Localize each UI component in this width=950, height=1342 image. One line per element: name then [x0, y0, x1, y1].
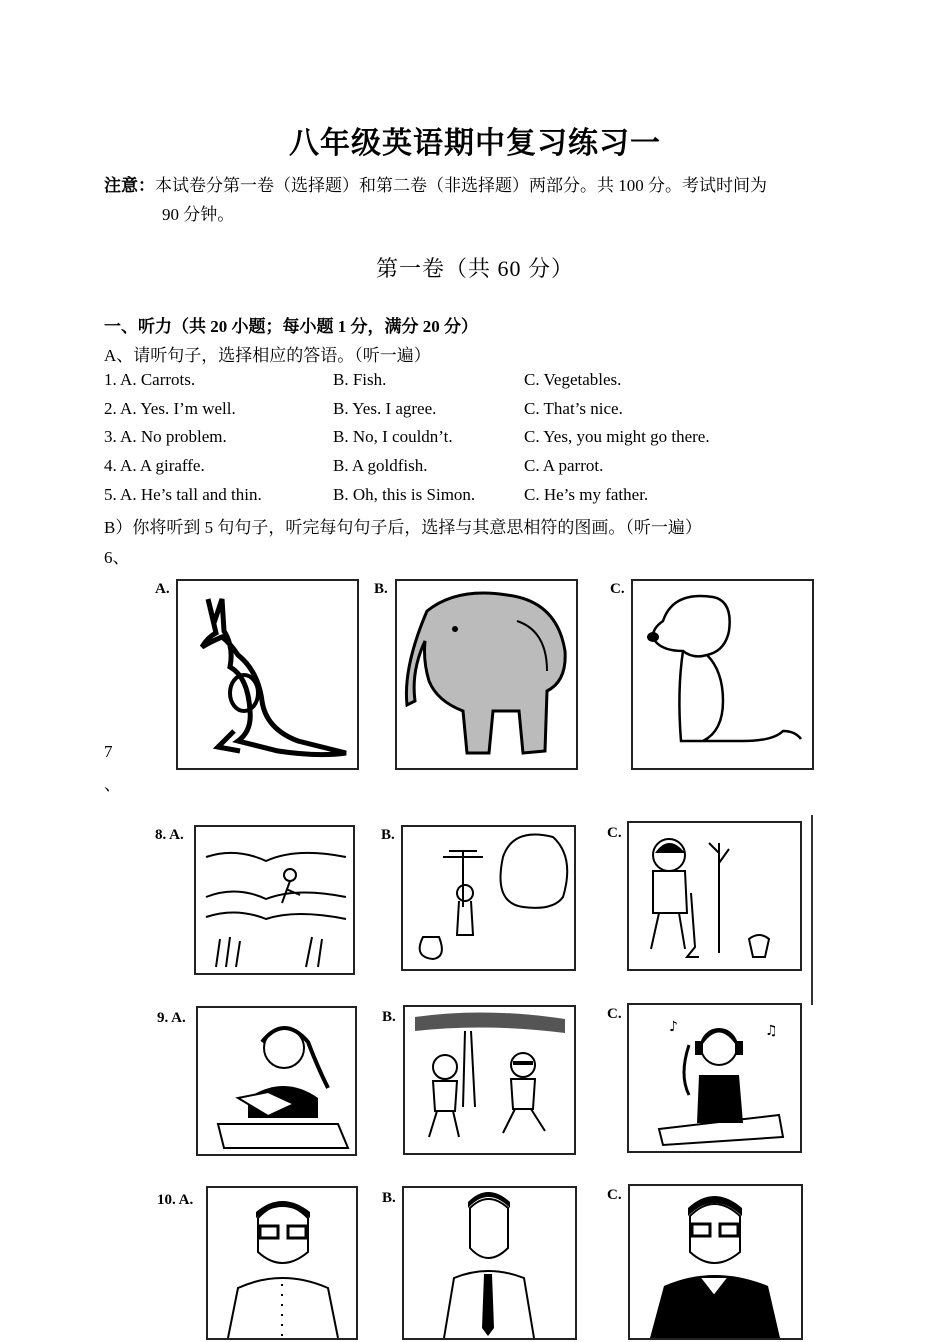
option-a: 2. A. Yes. I’m well.: [104, 398, 236, 418]
question-row: [0, 399, 950, 428]
question-7-mark: 、: [104, 775, 121, 794]
question-list: [0, 370, 950, 513]
q9-picture-a-reading: [196, 1006, 357, 1156]
border-line: [811, 815, 813, 1005]
q6-picture-c-dog: [631, 579, 814, 770]
note-label: 注意：: [104, 176, 155, 195]
option-b: B. Yes. I agree.: [333, 398, 437, 418]
q6-picture-b-elephant: [395, 579, 578, 770]
q10-picture-c-man-jacket: [628, 1184, 803, 1340]
q6-label-b: B.: [374, 581, 388, 597]
question-row: [0, 485, 950, 514]
kangaroo-drawing: [178, 581, 357, 768]
q10-picture-a-man-glasses: [206, 1186, 358, 1340]
part-b-instruction: B）你将听到 5 句句子，听完每句句子后，选择与其意思相符的图画。（听一遍）: [104, 518, 702, 537]
part-a-instruction: A、请听句子，选择相应的答语。（听一遍）: [104, 346, 431, 365]
option-a: 5. A. He’s tall and thin.: [104, 484, 262, 504]
page-title: 八年级英语期中复习练习一: [289, 126, 661, 161]
option-b: B. Oh, this is Simon.: [333, 484, 476, 504]
elephant-drawing: [397, 581, 576, 768]
q9-picture-b-game: [403, 1005, 576, 1155]
q10-label-b: B.: [382, 1190, 396, 1206]
man-in-jacket-drawing: [630, 1186, 801, 1338]
question-7-number: 7: [104, 742, 113, 761]
note-line-2: 90 分钟。: [162, 205, 235, 224]
q6-label-a: A.: [155, 581, 170, 597]
river-scene-drawing: [196, 827, 353, 973]
children-playing-drawing: [405, 1007, 574, 1153]
option-c: C. Yes, you might go there.: [524, 427, 710, 447]
q10-label-c: C.: [607, 1187, 622, 1203]
planting-tree-drawing: [629, 823, 800, 969]
park-scene-drawing: [403, 827, 574, 969]
option-c: C. That’s nice.: [524, 398, 623, 418]
q9-label-a: 9. A.: [157, 1010, 186, 1026]
q9-label-b: B.: [382, 1009, 396, 1025]
option-b: B. No, I couldn’t.: [333, 427, 453, 447]
q8-picture-a-river: [194, 825, 355, 975]
option-a: 1. A. Carrots.: [104, 370, 196, 389]
q10-picture-b-man-tie: [402, 1186, 577, 1340]
option-b: B. Fish.: [333, 370, 387, 389]
girl-reading-drawing: [198, 1008, 355, 1154]
man-with-tie-drawing: [404, 1188, 575, 1338]
option-c: C. A parrot.: [524, 456, 604, 476]
q9-picture-c-music: [627, 1003, 802, 1153]
q10-label-a: 10. A.: [157, 1192, 194, 1208]
q9-label-c: C.: [607, 1006, 622, 1022]
option-c: C. He’s my father.: [524, 484, 649, 504]
q8-label-c: C.: [607, 825, 622, 841]
exam-note: [104, 171, 864, 229]
question-6-number: 6、: [104, 548, 130, 567]
note-line-1: 本试卷分第一卷（选择题）和第二卷（非选择题）两部分。共 100 分。考试时间为: [155, 176, 767, 195]
girl-listening-music-drawing: [629, 1005, 800, 1151]
svg-text:♫: ♫: [765, 1023, 778, 1039]
part-one-heading: 第一卷（共 60 分）: [375, 256, 574, 281]
question-row: [0, 370, 950, 399]
svg-text:♪: ♪: [669, 1019, 678, 1035]
dog-drawing: [633, 581, 812, 768]
option-a: 3. A. No problem.: [104, 427, 227, 447]
option-c: C. Vegetables.: [524, 370, 622, 389]
question-row: [0, 427, 950, 456]
q8-label-a: 8. A.: [155, 827, 184, 843]
q8-picture-c-planting: [627, 821, 802, 971]
q6-picture-a-kangaroo: [176, 579, 359, 770]
section-one-heading: 一、听力（共 20 小题；每小题 1 分，满分 20 分）: [104, 317, 478, 336]
q6-label-c: C.: [610, 581, 625, 597]
q8-picture-b-park: [401, 825, 576, 971]
q8-label-b: B.: [381, 827, 395, 843]
option-b: B. A goldfish.: [333, 456, 428, 476]
option-a: 4. A. A giraffe.: [104, 456, 205, 476]
question-row: [0, 456, 950, 485]
man-with-glasses-drawing: [208, 1188, 356, 1338]
